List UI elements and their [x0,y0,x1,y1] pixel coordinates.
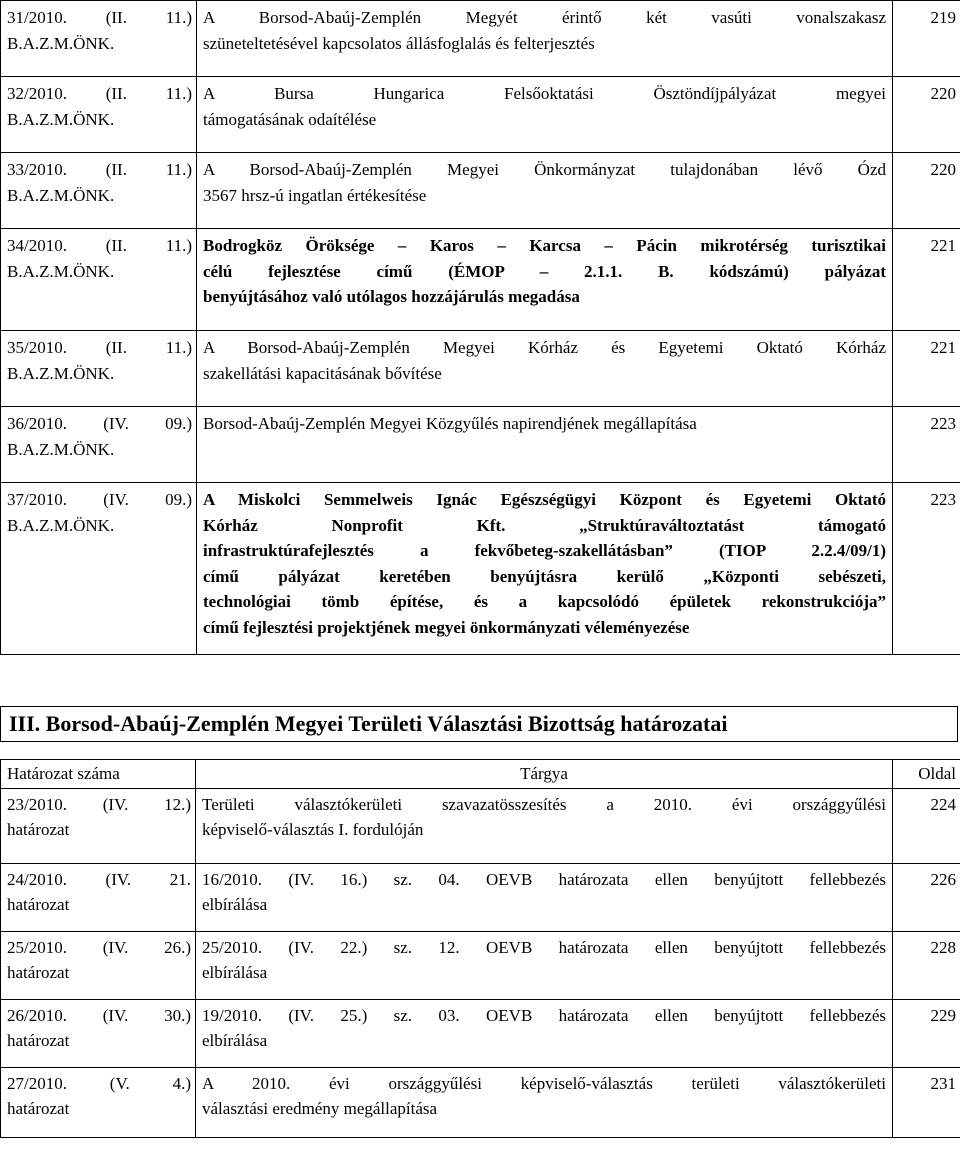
table-header-row [1,760,960,789]
table-row [1,1,960,77]
resolution-number-line1: 33/2010. (II. 11.) [7,160,192,179]
page-number: 220 [893,77,960,153]
subject-line: A 2010. évi országgyűlési képviselő-választás területi választókerületi [202,1073,886,1093]
subject-line: elbírálása [202,1031,268,1050]
subject-line: A Borsod-Abaúj-Zemplén Megyei Önkormányzat tulajdonában lévő Ózd [203,160,886,179]
resolution-number-line2: határozat [7,895,70,914]
page-number: 221 [893,229,960,331]
resolution-subject [197,153,893,229]
subject-line: című pályázat keretében benyújtásra kerülő „Központi sebészeti, [203,566,886,586]
subject-line: 16/2010. (IV. 16.) sz. 04. OEVB határozata ellen benyújtott fellebbezés [202,869,886,889]
resolution-number-line2: B.A.Z.M.ÖNK. [7,261,115,281]
resolution-number-line1: 36/2010. (IV. 09.) [7,414,192,433]
subject-line: szüneteltetésével kapcsolatos állásfoglalás és felterjesztés [203,33,595,53]
page-number: 228 [893,931,960,999]
resolution-subject [197,77,893,153]
page-number: 219 [893,1,960,77]
resolution-number-line2: határozat [7,1031,70,1050]
resolution-number-line1: 24/2010. (IV. 21. [7,869,191,889]
resolution-number-line1: 23/2010. (IV. 12.) [7,794,191,814]
resolution-number [1,863,196,931]
page-number: 229 [893,999,960,1067]
resolution-number-line2: határozat [7,820,70,839]
subject-line: Területi választókerületi szavazatösszesítés a 2010. évi országgyűlési [202,794,886,814]
subject-line: elbírálása [202,963,268,982]
subject-line: 19/2010. (IV. 25.) sz. 03. OEVB határozata ellen benyújtott fellebbezés [202,1005,886,1025]
subject-line: infrastruktúrafejlesztés a fekvőbeteg-szakellátásban” (TIOP 2.2.4/09/1) [203,541,886,560]
resolution-number-line1: 31/2010. (II. 11.) [7,8,192,27]
resolution-subject [196,931,893,999]
table-row [1,931,960,999]
resolution-subject [196,999,893,1067]
page-number: 224 [893,788,960,863]
resolution-subject [197,1,893,77]
page-number: 221 [893,331,960,407]
resolution-subject [196,1067,893,1137]
resolution-subject [197,229,893,331]
subject-line: technológiai tömb építése, és a kapcsolódó épületek rekonstrukciója” [203,592,886,611]
table-row [1,229,960,331]
resolution-number-line1: 25/2010. (IV. 26.) [7,937,191,957]
subject-line: A Bursa Hungarica Felsőoktatási Ösztöndíjpályázat megyei [203,84,886,103]
subject-line: A Borsod-Abaúj-Zemplén Megyei Kórház és Egyetemi Oktató Kórház [203,338,886,357]
subject-line: A Borsod-Abaúj-Zemplén Megyét érintő két vasúti vonalszakasz [203,8,886,27]
resolution-number [1,331,197,407]
subject-line: benyújtásához való utólagos hozzájárulás megadása [203,287,580,306]
resolution-number [1,788,196,863]
subject-line: A Miskolci Semmelweis Ignác Egészségügyi Központ és Egyetemi Oktató [203,490,886,509]
page-number: 226 [893,863,960,931]
page-number: 223 [893,407,960,483]
resolution-number-line2: B.A.Z.M.ÖNK. [7,515,115,535]
page-number: 223 [893,483,960,655]
resolution-number-line1: 37/2010. (IV. 09.) [7,490,192,509]
table-row [1,999,960,1067]
resolution-number [1,931,196,999]
header-page: Oldal [893,760,960,789]
table-row [1,863,960,931]
resolution-number-line2: B.A.Z.M.ÖNK. [7,439,115,459]
resolution-number-line1: 34/2010. (II. 11.) [7,236,192,255]
header-subject: Tárgya [196,760,893,789]
resolution-number-line2: határozat [7,963,70,982]
table-row [1,331,960,407]
section-iii-heading: III. Borsod-Abaúj-Zemplén Megyei Területi Választási Bizottság határozatai [0,706,958,742]
resolution-subject [197,331,893,407]
resolution-number-line2: B.A.Z.M.ÖNK. [7,109,115,129]
table-row [1,788,960,863]
resolution-number-line1: 35/2010. (II. 11.) [7,338,192,357]
resolution-number [1,483,197,655]
subject-line: elbírálása [202,895,268,914]
subject-line: szakellátási kapacitásának bővítése [203,363,442,383]
subject-line: támogatásának odaítélése [203,109,377,129]
table-row [1,77,960,153]
subject-line: képviselő-választás I. fordulóján [202,820,424,839]
page-number: 220 [893,153,960,229]
resolution-number [1,153,197,229]
table-row [1,483,960,655]
table-row [1,153,960,229]
header-number: Határozat száma [1,760,196,789]
subject-line: célú fejlesztése című (ÉMOP – 2.1.1. B. kódszámú) pályázat [203,261,886,281]
page-number: 231 [893,1067,960,1137]
resolution-number-line1: 32/2010. (II. 11.) [7,84,192,103]
election-committee-table [0,759,960,1138]
subject-line: 3567 hrsz-ú ingatlan értékesítése [203,185,427,205]
resolution-number [1,407,197,483]
resolution-subject [196,788,893,863]
resolution-number [1,999,196,1067]
resolution-number-line2: B.A.Z.M.ÖNK. [7,363,115,383]
resolution-number [1,1,197,77]
table-row [1,1067,960,1137]
resolution-number-line2: B.A.Z.M.ÖNK. [7,185,115,205]
subject-line: választási eredmény megállapítása [202,1099,438,1118]
subject-line: Kórház Nonprofit Kft. „Struktúraváltoztatást támogató [203,515,886,535]
table-row [1,407,960,483]
resolution-number [1,77,197,153]
subject-line: Borsod-Abaúj-Zemplén Megyei Közgyűlés napirendjének megállapítása [203,414,697,433]
subject-line: című fejlesztési projektjének megyei önkormányzati véleményezése [203,617,690,637]
resolution-subject [197,407,893,483]
resolution-number-line1: 27/2010. (V. 4.) [7,1073,191,1093]
resolution-number [1,1067,196,1137]
resolution-number-line1: 26/2010. (IV. 30.) [7,1005,191,1025]
resolution-subject [197,483,893,655]
resolution-number-line2: határozat [7,1099,70,1118]
subject-line: Bodrogköz Öröksége – Karos – Karcsa – Pácin mikrotérség turisztikai [203,236,886,255]
resolution-subject [196,863,893,931]
resolution-number [1,229,197,331]
resolution-number-line2: B.A.Z.M.ÖNK. [7,33,115,53]
subject-line: 25/2010. (IV. 22.) sz. 12. OEVB határozata ellen benyújtott fellebbezés [202,937,886,957]
